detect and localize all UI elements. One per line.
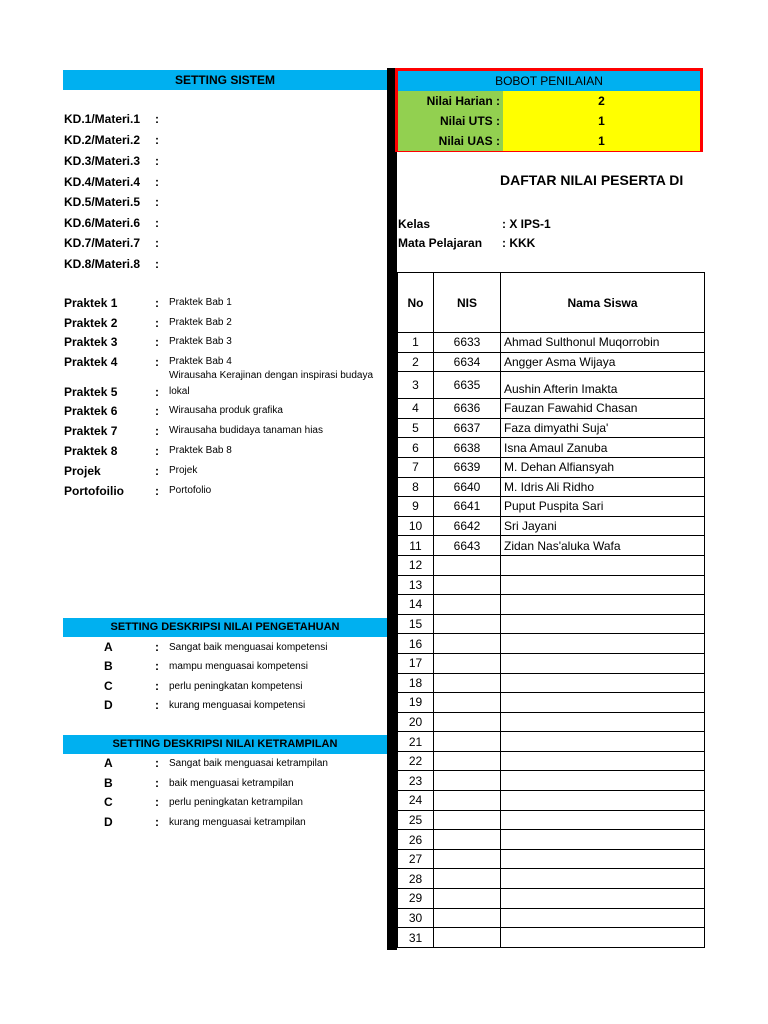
row-nis[interactable]	[434, 634, 501, 654]
bobot-label-uas: Nilai UAS :	[398, 131, 503, 151]
row-nis[interactable]	[434, 555, 501, 575]
grade-colon: :	[155, 659, 159, 673]
kd-label: KD.6/Materi.6	[64, 216, 141, 230]
row-nis[interactable]	[434, 771, 501, 791]
row-no[interactable]: 15	[398, 614, 434, 634]
table-row	[398, 712, 705, 732]
table-row	[398, 653, 705, 673]
row-nama[interactable]	[501, 908, 705, 928]
praktek-value: Projek	[169, 465, 198, 476]
kd-colon: :	[155, 216, 159, 230]
row-nis[interactable]	[434, 791, 501, 811]
row-no[interactable]: 7	[398, 457, 434, 477]
row-no[interactable]: 30	[398, 908, 434, 928]
table-row	[398, 536, 705, 556]
setting-sistem-header: SETTING SISTEM	[63, 70, 387, 90]
grade-label: C	[104, 795, 113, 809]
praktek-value: Praktek Bab 1	[169, 297, 232, 308]
table-row	[398, 352, 705, 372]
praktek-label: Praktek 7	[64, 424, 118, 438]
row-no[interactable]: 5	[398, 418, 434, 438]
praktek-value-line1: Wirausaha Kerajinan dengan inspirasi budaya	[169, 370, 374, 381]
table-row	[398, 372, 705, 399]
row-no[interactable]: 21	[398, 732, 434, 752]
header-no: No	[398, 273, 434, 333]
table-row	[398, 732, 705, 752]
kd-colon: :	[155, 195, 159, 209]
row-nama[interactable]	[501, 732, 705, 752]
kd-colon: :	[155, 257, 159, 271]
kd-label: KD.4/Materi.4	[64, 175, 141, 189]
kd-colon: :	[155, 175, 159, 189]
row-no[interactable]: 18	[398, 673, 434, 693]
row-nis[interactable]: 6636	[434, 399, 501, 419]
student-table	[397, 272, 705, 948]
grade-colon: :	[155, 795, 159, 809]
praktek-value: Praktek Bab 2	[169, 317, 232, 328]
praktek-colon: :	[155, 464, 159, 478]
row-nama[interactable]	[501, 634, 705, 654]
row-nama[interactable]: Sri Jayani	[501, 516, 705, 536]
praktek-value: Wirausaha budidaya tanaman hias	[169, 425, 323, 436]
kd-label: KD.2/Materi.2	[64, 133, 141, 147]
column-divider	[387, 68, 397, 950]
grade-colon: :	[155, 776, 159, 790]
table-row	[398, 751, 705, 771]
praktek-label: Praktek 8	[64, 444, 118, 458]
row-no[interactable]: 29	[398, 889, 434, 909]
row-nama[interactable]: M. Idris Ali Ridho	[501, 477, 705, 497]
praktek-colon: :	[155, 355, 159, 369]
row-nama[interactable]: M. Dehan Alfiansyah	[501, 457, 705, 477]
row-nis[interactable]	[434, 614, 501, 634]
kd-label: KD.8/Materi.8	[64, 257, 141, 271]
row-nis[interactable]: 6637	[434, 418, 501, 438]
praktek-colon: :	[155, 404, 159, 418]
bobot-header: BOBOT PENILAIAN	[398, 71, 700, 91]
table-row	[398, 634, 705, 654]
table-row	[398, 497, 705, 517]
table-row	[398, 849, 705, 869]
row-nis[interactable]	[434, 653, 501, 673]
row-no[interactable]: 14	[398, 595, 434, 615]
row-no[interactable]: 16	[398, 634, 434, 654]
row-nis[interactable]	[434, 869, 501, 889]
grade-desc: mampu menguasai kompetensi	[169, 661, 308, 672]
table-row	[398, 869, 705, 889]
student-rows	[398, 333, 705, 948]
table-row	[398, 516, 705, 536]
row-nis[interactable]	[434, 830, 501, 850]
row-no[interactable]: 11	[398, 536, 434, 556]
grade-label: A	[104, 756, 113, 770]
row-no[interactable]: 6	[398, 438, 434, 458]
row-nama[interactable]: Ahmad Sulthonul Muqorrobin	[501, 333, 705, 353]
table-row	[398, 575, 705, 595]
praktek-label: Praktek 6	[64, 404, 118, 418]
row-nis[interactable]	[434, 928, 501, 948]
mapel-label: Mata Pelajaran	[398, 236, 483, 250]
row-nis[interactable]: 6643	[434, 536, 501, 556]
row-nis[interactable]	[434, 889, 501, 909]
row-no[interactable]: 24	[398, 791, 434, 811]
table-row	[398, 771, 705, 791]
row-nis[interactable]	[434, 908, 501, 928]
row-nis[interactable]	[434, 673, 501, 693]
row-nis[interactable]	[434, 693, 501, 713]
table-row	[398, 830, 705, 850]
row-nama[interactable]: Fauzan Fawahid Chasan	[501, 399, 705, 419]
row-no[interactable]: 20	[398, 712, 434, 732]
row-nama[interactable]: Faza dimyathi Suja'	[501, 418, 705, 438]
row-nama[interactable]	[501, 673, 705, 693]
row-nis[interactable]	[434, 810, 501, 830]
grade-label: C	[104, 679, 113, 693]
row-nama[interactable]: Zidan Nas'aluka Wafa	[501, 536, 705, 556]
kd-colon: :	[155, 154, 159, 168]
grade-desc: Sangat baik menguasai ketrampilan	[169, 758, 328, 769]
row-nama[interactable]: Angger Asma Wijaya	[501, 352, 705, 372]
row-nama[interactable]: Aushin Afterin Imakta	[501, 372, 705, 399]
kd-label: KD.5/Materi.5	[64, 195, 141, 209]
row-nis[interactable]: 6634	[434, 352, 501, 372]
row-nama[interactable]: Puput Puspita Sari	[501, 497, 705, 517]
praktek-label: Praktek 3	[64, 335, 118, 349]
table-row	[398, 693, 705, 713]
grade-desc: kurang menguasai ketrampilan	[169, 817, 306, 828]
row-nama[interactable]: Isna Amaul Zanuba	[501, 438, 705, 458]
praktek-label: Praktek 2	[64, 316, 118, 330]
praktek-colon: :	[155, 316, 159, 330]
praktek-value: Praktek Bab 3	[169, 336, 232, 347]
row-no[interactable]: 10	[398, 516, 434, 536]
row-nama[interactable]	[501, 791, 705, 811]
table-row	[398, 438, 705, 458]
bobot-label-harian: Nilai Harian :	[398, 91, 503, 111]
row-nama[interactable]	[501, 712, 705, 732]
row-no[interactable]: 31	[398, 928, 434, 948]
row-no[interactable]: 23	[398, 771, 434, 791]
row-no[interactable]: 17	[398, 653, 434, 673]
row-nis[interactable]: 6640	[434, 477, 501, 497]
grade-colon: :	[155, 815, 159, 829]
table-row	[398, 928, 705, 948]
table-row	[398, 555, 705, 575]
row-nama[interactable]	[501, 889, 705, 909]
row-nama[interactable]	[501, 614, 705, 634]
row-nama[interactable]	[501, 595, 705, 615]
row-no[interactable]: 26	[398, 830, 434, 850]
row-no[interactable]: 2	[398, 352, 434, 372]
table-row	[398, 457, 705, 477]
table-row	[398, 908, 705, 928]
kelas-label: Kelas	[398, 217, 431, 231]
praktek-value-line2: lokal	[169, 386, 190, 397]
row-nama[interactable]	[501, 575, 705, 595]
praktek-value: Portofolio	[169, 485, 212, 496]
row-no[interactable]: 28	[398, 869, 434, 889]
header-nis: NIS	[434, 273, 501, 333]
row-nis[interactable]	[434, 732, 501, 752]
bobot-value-uas[interactable]: 1	[503, 131, 700, 151]
praktek-colon: :	[155, 424, 159, 438]
grade-desc: baik menguasai ketrampilan	[169, 778, 294, 789]
grade-label: A	[104, 640, 113, 654]
table-row	[398, 418, 705, 438]
table-row	[398, 810, 705, 830]
table-row	[398, 614, 705, 634]
praktek-label: Portofoilio	[64, 484, 124, 498]
bobot-penilaian-box	[395, 68, 703, 152]
row-nis[interactable]	[434, 575, 501, 595]
kd-colon: :	[155, 236, 159, 250]
row-nis[interactable]: 6642	[434, 516, 501, 536]
kd-label: KD.1/Materi.1	[64, 112, 141, 126]
grade-label: B	[104, 776, 113, 790]
row-no[interactable]: 3	[398, 372, 434, 399]
grade-label: D	[104, 698, 113, 712]
row-nama[interactable]	[501, 751, 705, 771]
praktek-colon: :	[155, 385, 159, 399]
grade-desc: kurang menguasai kompetensi	[169, 700, 306, 711]
row-nis[interactable]: 6635	[434, 372, 501, 399]
row-no[interactable]: 1	[398, 333, 434, 353]
praktek-colon: :	[155, 484, 159, 498]
row-no[interactable]: 8	[398, 477, 434, 497]
table-row	[398, 673, 705, 693]
grade-colon: :	[155, 640, 159, 654]
bobot-value-harian[interactable]: 2	[503, 91, 700, 111]
row-no[interactable]: 4	[398, 399, 434, 419]
row-nis[interactable]: 6639	[434, 457, 501, 477]
grade-colon: :	[155, 698, 159, 712]
ketrampilan-header: SETTING DESKRIPSI NILAI KETRAMPILAN	[63, 735, 387, 754]
table-row	[398, 595, 705, 615]
row-nama[interactable]	[501, 928, 705, 948]
table-header-row	[398, 273, 705, 333]
row-nama[interactable]	[501, 653, 705, 673]
praktek-value: Praktek Bab 4	[169, 356, 232, 367]
row-no[interactable]: 9	[398, 497, 434, 517]
row-nis[interactable]	[434, 751, 501, 771]
kd-label: KD.3/Materi.3	[64, 154, 141, 168]
praktek-label: Praktek 1	[64, 296, 118, 310]
grade-colon: :	[155, 679, 159, 693]
table-row	[398, 791, 705, 811]
bobot-label-uts: Nilai UTS :	[398, 111, 503, 131]
grade-label: B	[104, 659, 113, 673]
row-nis[interactable]: 6641	[434, 497, 501, 517]
table-row	[398, 333, 705, 353]
row-nama[interactable]	[501, 810, 705, 830]
praktek-value: Wirausaha produk grafika	[169, 405, 283, 416]
row-nama[interactable]	[501, 830, 705, 850]
row-no[interactable]: 13	[398, 575, 434, 595]
row-nama[interactable]	[501, 555, 705, 575]
praktek-label: Projek	[64, 464, 101, 478]
row-nis[interactable]	[434, 849, 501, 869]
praktek-label: Praktek 4	[64, 355, 118, 369]
kd-colon: :	[155, 112, 159, 126]
row-nama[interactable]	[501, 849, 705, 869]
kd-label: KD.7/Materi.7	[64, 236, 141, 250]
pengetahuan-header: SETTING DESKRIPSI NILAI PENGETAHUAN	[63, 618, 387, 637]
row-nama[interactable]	[501, 869, 705, 889]
row-nis[interactable]	[434, 712, 501, 732]
row-nama[interactable]	[501, 693, 705, 713]
table-row	[398, 889, 705, 909]
row-no[interactable]: 27	[398, 849, 434, 869]
grade-label: D	[104, 815, 113, 829]
header-nama: Nama Siswa	[501, 273, 705, 333]
praktek-colon: :	[155, 335, 159, 349]
row-no[interactable]: 22	[398, 751, 434, 771]
bobot-value-uts[interactable]: 1	[503, 111, 700, 131]
row-nis[interactable]: 6633	[434, 333, 501, 353]
row-no[interactable]: 25	[398, 810, 434, 830]
praktek-label: Praktek 5	[64, 385, 118, 399]
kelas-value: : X IPS-1	[502, 217, 551, 231]
mapel-value: : KKK	[502, 236, 536, 250]
row-nis[interactable]: 6638	[434, 438, 501, 458]
row-nama[interactable]	[501, 771, 705, 791]
kd-colon: :	[155, 133, 159, 147]
row-nis[interactable]	[434, 595, 501, 615]
praktek-colon: :	[155, 444, 159, 458]
table-row	[398, 399, 705, 419]
praktek-value: Praktek Bab 8	[169, 445, 232, 456]
grade-colon: :	[155, 756, 159, 770]
grade-desc: perlu peningkatan kompetensi	[169, 681, 303, 692]
praktek-colon: :	[155, 296, 159, 310]
row-no[interactable]: 19	[398, 693, 434, 713]
grade-desc: perlu peningkatan ketrampilan	[169, 797, 303, 808]
daftar-title: DAFTAR NILAI PESERTA DI	[500, 172, 684, 188]
row-no[interactable]: 12	[398, 555, 434, 575]
table-row	[398, 477, 705, 497]
grade-desc: Sangat baik menguasai kompetensi	[169, 642, 328, 653]
